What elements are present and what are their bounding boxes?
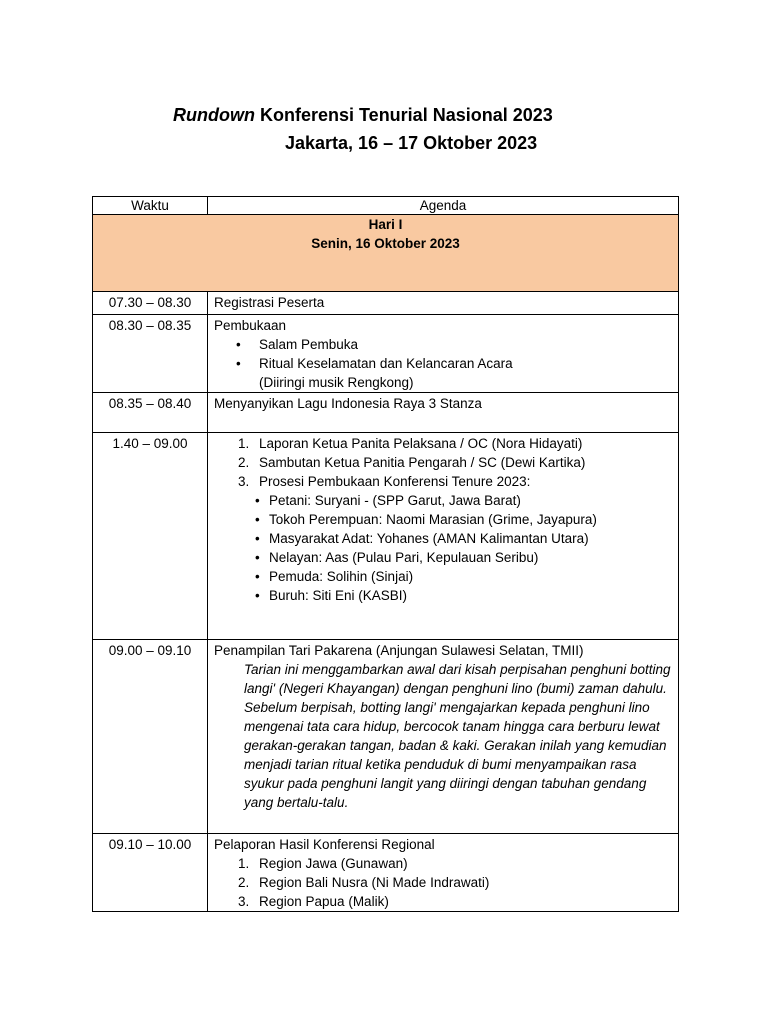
table-row: [93, 640, 679, 834]
row-agenda: Penampilan Tari Pakarena (Anjungan Sulawesi Selatan, TMII): [214, 643, 584, 658]
dance-description: Tarian ini menggambarkan awal dari kisah perpisahan penghuni botting langi' (Negeri Khayangan) dengan penghuni lino (bumi) zaman dahulu. Sebelum berpisah, botting langi' mengajarkan kepada penghuni lino mengenai tata cara hidup, bercocok tanam hingga cara berburu lewat gerakan-gerakan tangan, badan & kaki. Gerakan inilah yang kemudian menjadi tarian ritual ketika penduduk di bumi menyampaikan rasa syukur pada penghuni langit yang diiringi dengan tabuhan gendang yang bertalu-talu.: [244, 662, 671, 810]
list-item: 3. Region Papua (Malik): [238, 894, 389, 909]
document-subtitle: Jakarta, 16 – 17 Oktober 2023: [285, 133, 538, 153]
row-time: 08.35 – 08.40: [93, 393, 208, 433]
row-agenda: Pelaporan Hasil Konferensi Regional: [214, 837, 435, 852]
day-date: Senin, 16 Oktober 2023: [311, 236, 460, 251]
header-agenda: Agenda: [208, 197, 679, 215]
numbered-list: [214, 854, 678, 911]
day-label: Hari I: [368, 217, 403, 232]
list-item: 1. Laporan Ketua Panita Pelaksana / OC (Nora Hidayati): [238, 436, 583, 451]
list-item: 2. Region Bali Nusra (Ni Made Indrawati): [238, 875, 490, 890]
header-waktu: Waktu: [93, 197, 208, 215]
row-note: (Diiringi musik Rengkong): [259, 375, 414, 390]
table-header-row: [93, 197, 679, 215]
row-agenda-cell: [208, 640, 679, 834]
numbered-list: [214, 434, 678, 491]
row-agenda-cell: [208, 834, 679, 912]
list-item: • Masyarakat Adat: Yohanes (AMAN Kalimantan Utara): [214, 529, 678, 548]
row-time: 09.10 – 10.00: [93, 834, 208, 912]
sub-bullet-list: [214, 491, 678, 605]
row-agenda-cell: [208, 433, 679, 640]
row-time: 08.30 – 08.35: [93, 315, 208, 393]
row-time: 1.40 – 09.00: [93, 433, 208, 640]
list-item: • Pemuda: Solihin (Sinjai): [214, 567, 678, 586]
table-row: [93, 834, 679, 912]
list-item: • Salam Pembuka: [214, 335, 678, 354]
rundown-table: [92, 196, 679, 912]
title-italic-word: Rundown: [173, 105, 255, 125]
document-title: [173, 104, 553, 126]
row-agenda-cell: [208, 315, 679, 393]
list-item: 2. Sambutan Ketua Panitia Pengarah / SC (Dewi Kartika): [238, 455, 586, 470]
list-item: • Buruh: Siti Eni (KASBI): [214, 586, 678, 605]
table-row: [93, 393, 679, 433]
list-item: • Tokoh Perempuan: Naomi Marasian (Grime, Jayapura): [214, 510, 678, 529]
list-item: • Nelayan: Aas (Pulau Pari, Kepulauan Seribu): [214, 548, 678, 567]
row-agenda: Menyanyikan Lagu Indonesia Raya 3 Stanza: [208, 393, 679, 433]
list-item: 1. Region Jawa (Gunawan): [238, 856, 408, 871]
row-time: 07.30 – 08.30: [93, 292, 208, 315]
bullet-list: [214, 335, 678, 373]
title-rest: Konferensi Tenurial Nasional 2023: [260, 105, 553, 125]
list-item: 3. Prosesi Pembukaan Konferensi Tenure 2023:: [238, 474, 531, 489]
list-item: • Ritual Keselamatan dan Kelancaran Acara: [214, 354, 678, 373]
day-banner-row: [93, 215, 679, 292]
row-time: 09.00 – 09.10: [93, 640, 208, 834]
row-agenda: Registrasi Peserta: [208, 292, 679, 315]
table-row: [93, 292, 679, 315]
day-banner: [93, 215, 679, 292]
table-row: [93, 315, 679, 393]
table-row: [93, 433, 679, 640]
list-item: • Petani: Suryani - (SPP Garut, Jawa Barat): [214, 491, 678, 510]
row-agenda: Pembukaan: [214, 318, 287, 333]
